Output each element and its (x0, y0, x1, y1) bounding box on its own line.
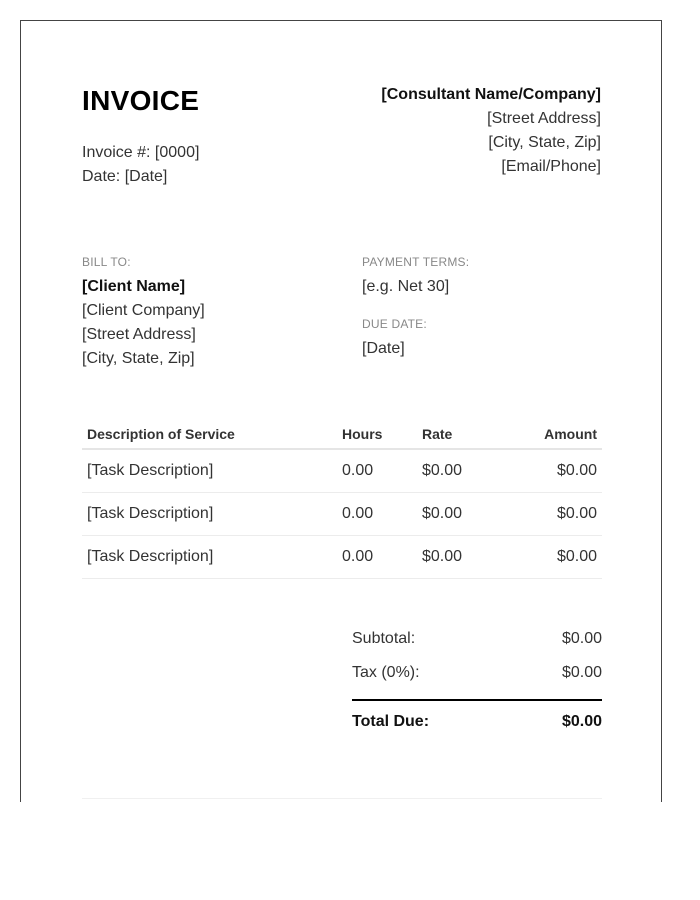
services-table (82, 419, 602, 579)
row-hours: 0.00 (342, 548, 374, 565)
bill-to-label: BILL TO: (82, 255, 131, 269)
row-hours: 0.00 (342, 462, 374, 479)
footer-divider (82, 798, 602, 799)
payment-terms-value: [e.g. Net 30] (362, 278, 450, 295)
table-row (82, 450, 602, 493)
sender-city: [City, State, Zip] (488, 134, 601, 151)
tax-row (352, 656, 602, 690)
sender-street: [Street Address] (487, 110, 601, 127)
sender-contact: [Email/Phone] (501, 158, 601, 175)
due-date-label: DUE DATE: (362, 317, 427, 331)
client-name: [Client Name] (82, 278, 186, 295)
sender-block (381, 83, 601, 179)
table-row (82, 536, 602, 579)
bill-to-block (82, 255, 205, 371)
row-description: [Task Description] (87, 462, 214, 479)
header-amount: Amount (544, 425, 597, 442)
row-amount: $0.00 (556, 462, 597, 479)
invoice-meta (82, 141, 199, 189)
table-header (82, 419, 602, 450)
header-rate: Rate (422, 425, 453, 442)
client-city: [City, State, Zip] (82, 350, 195, 367)
table-row (82, 493, 602, 536)
row-description: [Task Description] (87, 548, 214, 565)
header-hours: Hours (342, 425, 383, 442)
due-date-block (362, 317, 427, 361)
subtotal-label: Subtotal: (352, 630, 416, 647)
due-date-value: [Date] (362, 340, 405, 357)
payment-terms-block (362, 255, 469, 299)
invoice-title: INVOICE (82, 85, 200, 116)
total-due-row (352, 701, 602, 743)
row-rate: $0.00 (422, 505, 463, 522)
invoice-date: Date: [Date] (82, 168, 168, 185)
row-amount: $0.00 (556, 548, 597, 565)
row-description: [Task Description] (87, 505, 214, 522)
client-street: [Street Address] (82, 326, 196, 343)
invoice-number: Invoice #: [0000] (82, 144, 200, 161)
subtotal-row (352, 622, 602, 656)
header-description: Description of Service (87, 425, 235, 442)
row-rate: $0.00 (422, 548, 463, 565)
totals-block (352, 622, 602, 743)
sender-name: [Consultant Name/Company] (381, 86, 601, 103)
client-company: [Client Company] (82, 302, 205, 319)
row-hours: 0.00 (342, 505, 374, 522)
row-amount: $0.00 (556, 505, 597, 522)
row-rate: $0.00 (422, 462, 463, 479)
subtotal-value: $0.00 (561, 630, 602, 647)
payment-terms-label: PAYMENT TERMS: (362, 255, 470, 269)
invoice-page (20, 20, 662, 802)
total-due-label: Total Due: (352, 713, 430, 730)
tax-value: $0.00 (561, 664, 602, 681)
total-due-value: $0.00 (561, 713, 602, 730)
tax-label: Tax (0%): (352, 664, 420, 681)
